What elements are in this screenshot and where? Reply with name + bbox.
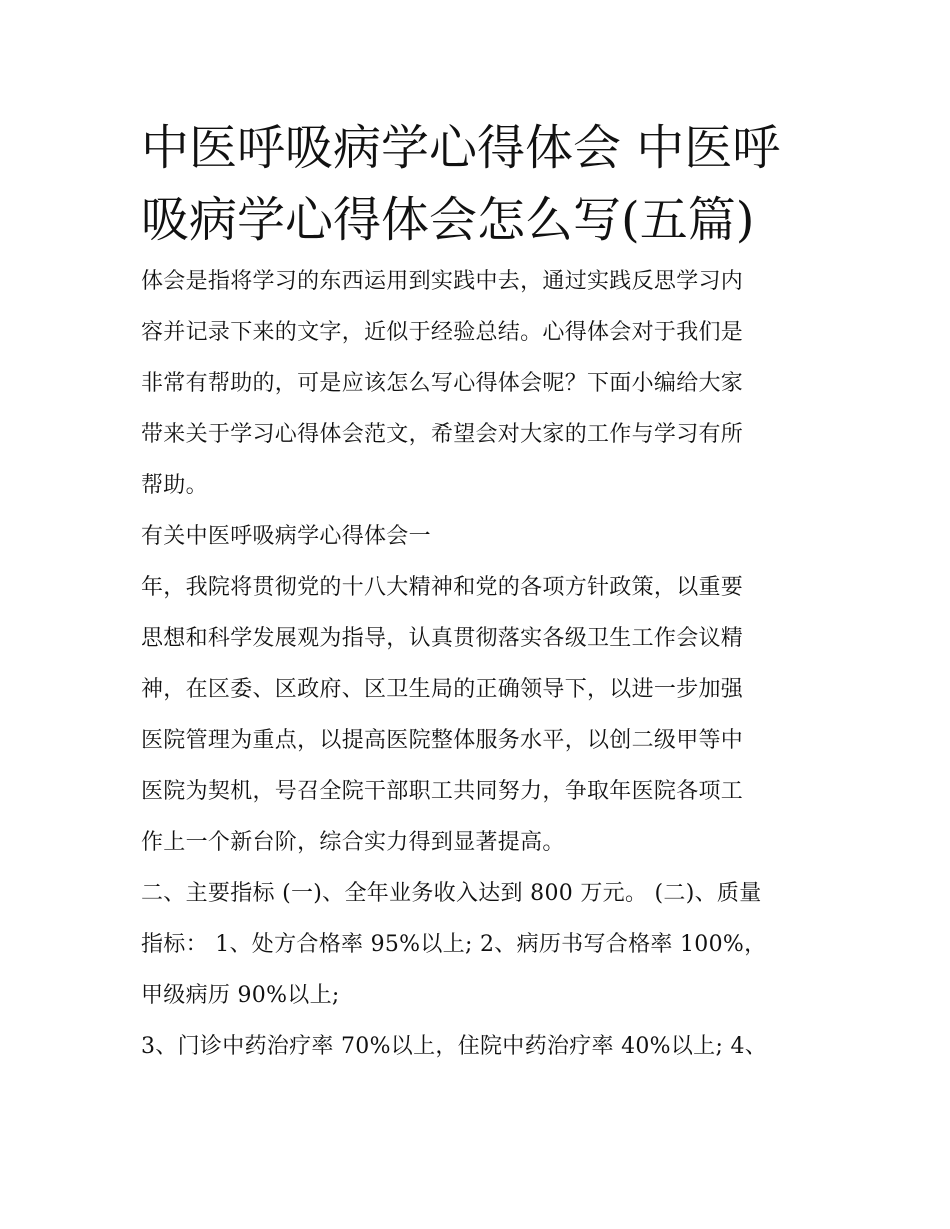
title-line: 吸病学心得体会怎么写(五篇) [141,192,755,248]
text-line: 容并记录下来的文字，近似于经验总结。心得体会对于我们是 [141,320,744,345]
document-page [141,112,813,1065]
text-line: 体会是指将学习的东西运用到实践中去，通过实践反思学习内 [141,269,744,294]
text-line: 作上一个新台阶，综合实力得到显著提高。 [141,830,565,855]
intro-paragraph [141,264,813,504]
text-line: 思想和科学发展观为指导，认真贯彻落实各级卫生工作会议精 [141,626,744,651]
text-line: 有关中医呼吸病学心得体会一 [141,524,431,549]
document-title [141,112,813,256]
text-line: 医院为契机，号召全院干部职工共同努力，争取年医院各项工 [141,779,744,804]
text-line: 帮助。 [141,473,208,498]
text-line: 指标： 1、处方合格率 95%以上; 2、病历书写合格率 100%， [141,932,767,957]
indicators-paragraph [141,876,813,1014]
text-line: 非常有帮助的，可是应该怎么写心得体会呢？下面小编给大家 [141,371,744,396]
text-line: 神，在区委、区政府、区卫生局的正确领导下，以进一步加强 [141,677,744,702]
body-paragraph [141,570,813,861]
text-line: 年，我院将贯彻党的十八大精神和党的各项方针政策，以重要 [141,575,744,600]
text-line: 甲级病历 90%以上; [141,983,340,1008]
section-heading [141,519,813,555]
text-line: 3、门诊中药治疗率 70%以上，住院中药治疗率 40%以上; 4、 [141,1034,768,1059]
text-line: 二、主要指标 (一)、全年业务收入达到 800 万元。 (二)、质量 [141,881,762,906]
title-line: 中医呼吸病学心得体会 中医呼 [141,120,781,176]
indicators-paragraph-continued [141,1029,813,1065]
text-line: 带来关于学习心得体会范文，希望会对大家的工作与学习有所 [141,422,744,447]
text-line: 医院管理为重点，以提高医院整体服务水平，以创二级甲等中 [141,728,744,753]
